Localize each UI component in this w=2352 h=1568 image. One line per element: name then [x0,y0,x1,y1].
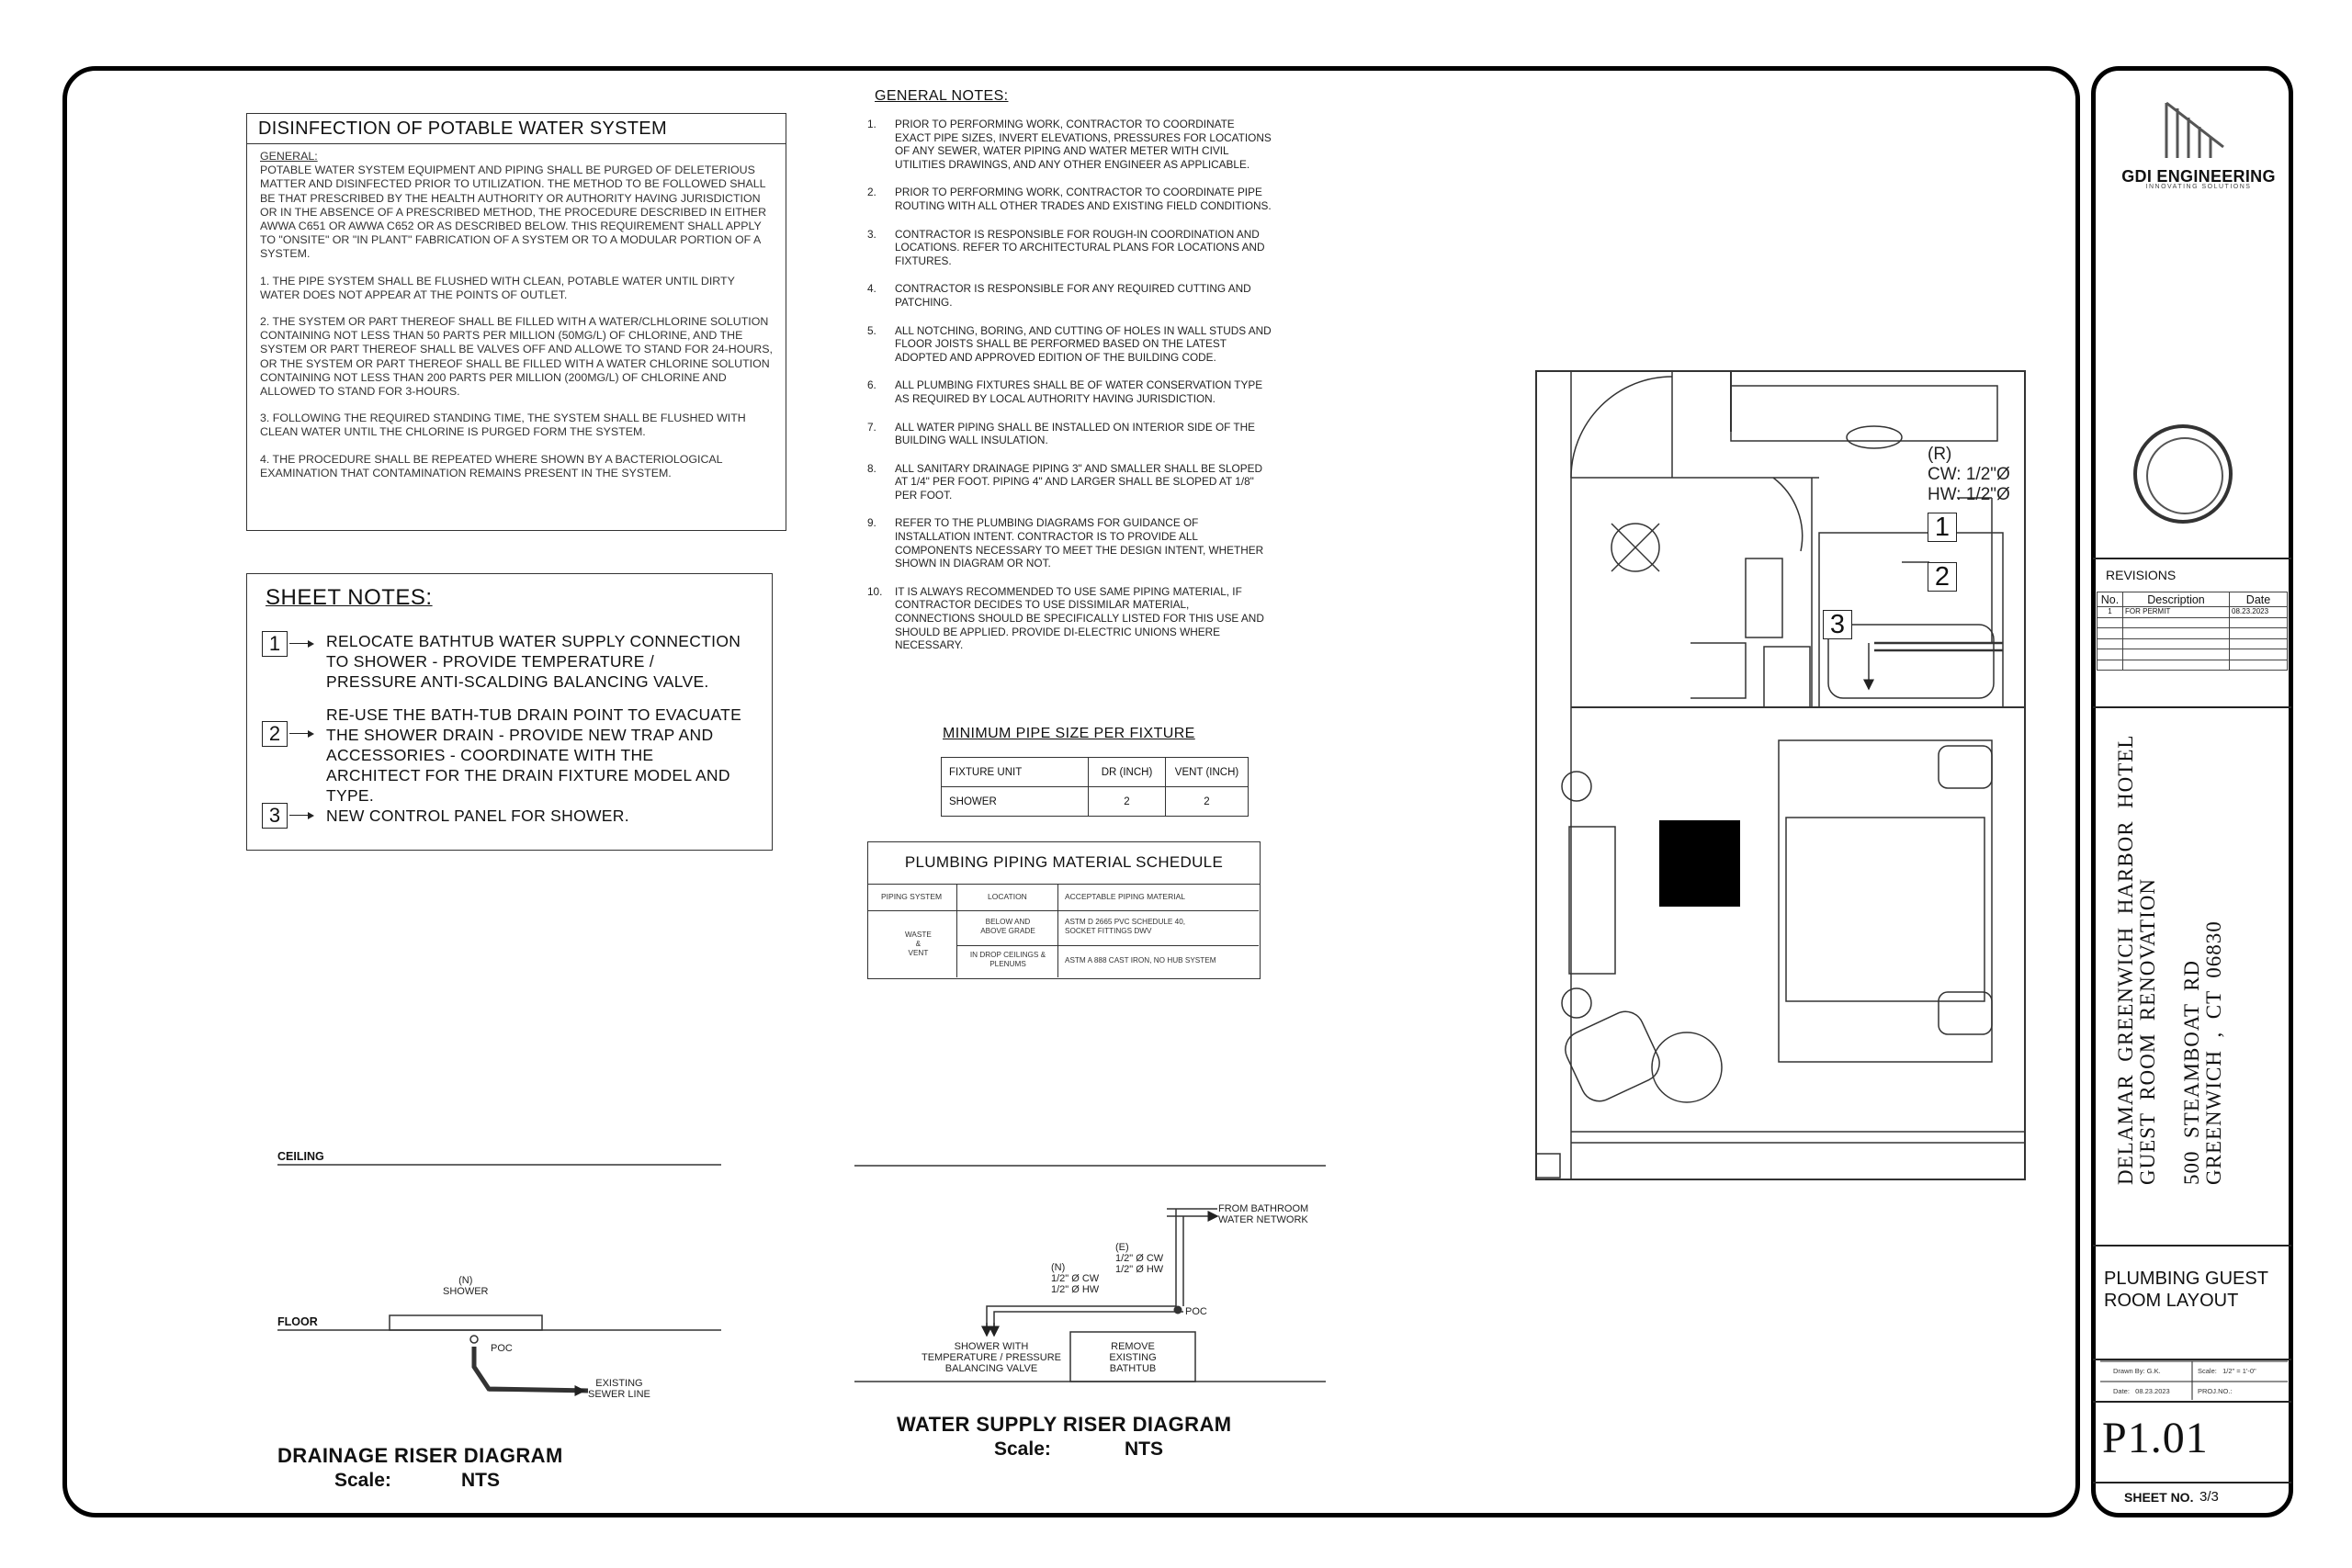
company-name: GDI ENGINEERING [2121,167,2276,186]
shower-valve-label: SHOWER WITH TEMPERATURE / PRESSURE BALANCING VALVE [922,1341,1061,1374]
vanity-counter [1731,386,1997,441]
table-cell: FOR PERMIT [2123,607,2230,618]
note-number: 7. [867,420,876,434]
horizontal-supply [987,1306,1183,1332]
table-cell: SHOWER [942,787,1089,817]
table-header-cell: VENT (INCH) [1166,758,1249,787]
table-cell: 2 [1089,787,1166,817]
disinfection-general-label: GENERAL: [260,150,318,163]
schedule-title: PLUMBING PIPING MATERIAL SCHEDULE [868,842,1260,885]
table-header-cell: Date [2230,592,2288,607]
drawn-by: Drawn By: G.K. [2113,1367,2161,1375]
piping-system-cell: WASTE & VENT [905,931,932,957]
note-text: CONTRACTOR IS RESPONSIBLE FOR ROUGH-IN COORDINATION AND LOCATIONS. REFER TO ARCHITECTURAL PLANS FOR LOCATIONS AND FIXTURES. [895,227,1265,267]
company-tagline: INNOVATING SOLUTIONS [2145,184,2252,190]
note-number: 8. [867,461,876,475]
side-table [1562,988,1591,1018]
note-text: PRIOR TO PERFORMING WORK, CONTRACTOR TO COORDINATE PIPE ROUTING WITH ALL OTHER TRADES AND EXISTING FIELD CONDITIONS. [895,186,1272,212]
plan-tag-1: 1 [1928,513,1957,542]
scale-value: Scale: 1/2" = 1'-0" [2198,1367,2256,1375]
drainage-scale-value: NTS [461,1470,500,1491]
table-header-cell: Description [2123,592,2230,607]
sheet-title: PLUMBING GUEST ROOM LAYOUT [2104,1269,2268,1311]
note-text: ALL SANITARY DRAINAGE PIPING 3" AND SMALLER SHALL BE SLOPED AT 1/4" PER FOOT. PIPING 4" AND LARGER SHALL BE SLOPED AT 1/8" PER FOOT. [895,461,1262,502]
sink-basin [1847,426,1902,448]
logo-bars [2166,103,2223,158]
professional-engineer-seal-icon [2133,424,2233,524]
min-pipe-title: MINIMUM PIPE SIZE PER FIXTURE [943,726,1195,741]
note-text: ALL PLUMBING FIXTURES SHALL BE OF WATER CONSERVATION TYPE AS REQUIRED BY LOCAL AUTHORITY HAVING JURISDICTION. [895,378,1263,405]
supply-stub [1167,1209,1187,1216]
poc-label: POC [1185,1306,1207,1317]
shower-fixture [390,1315,542,1330]
material-cell: ASTM A 888 CAST IRON, NO HUB SYSTEM [1065,956,1216,964]
project-info: DELAMAR GREENWICH HARBOR HOTEL GUEST ROOM RENOVATION 500 STEAMBOAT RD GREENWICH , CT 06830 [2114,734,2225,1185]
poc-point [1174,1306,1182,1314]
note-text: REFER TO THE PLUMBING DIAGRAMS FOR GUIDANCE OF INSTALLATION INTENT. CONTRACTOR IS TO PROVIDE ALL COMPONENTS NECESSARY TO MEET THE DESIGN INTENT, WHETHER SHOWN IN DIAGRAM OR NOT. [895,516,1264,570]
material-cell: ASTM D 2665 PVC SCHEDULE 40, SOCKET FITTINGS DWV [1065,918,1186,935]
nightstand [1939,746,1992,788]
existing-pipe-label: (E) 1/2" Ø CW 1/2" Ø HW [1115,1242,1164,1275]
table-header-row [2098,592,2288,607]
note-number: 6. [867,378,876,392]
armchair [1559,1006,1665,1108]
sheet-number: P1.01 [2102,1414,2209,1462]
date-value: Date: 08.23.2023 [2113,1387,2170,1395]
note-text: IT IS ALWAYS RECOMMENDED TO USE SAME PIPING MATERIAL, IF CONTRACTOR DECIDES TO USE DISSIMILAR MATERIAL, CONNECTIONS SHOULD BE SPECIFICALLY LISTED FOR THIS USE AND SHOULD BE APPLIED. PROVIDE DI-ELECTRIC UNIONS WHERE NECESSARY. [895,584,1264,652]
sewer-label: EXISTING SEWER LINE [588,1378,650,1400]
poc-point [470,1336,478,1343]
note-text: RELOCATE BATHTUB WATER SUPPLY CONNECTION TO SHOWER - PROVIDE TEMPERATURE / PRESSURE ANTI-SCALDING BALANCING VALVE. [326,632,741,691]
sheet-notes-title: SHEET NOTES: [266,585,433,610]
column [1536,1154,1560,1178]
location-cell: BELOW AND ABOVE GRADE [980,918,1035,935]
sheet-no-label: SHEET NO. [2124,1490,2194,1505]
floor-label: FLOOR [277,1315,318,1328]
from-network-label: FROM BATHROOM WATER NETWORK [1218,1203,1309,1225]
note-number: 5. [867,323,876,337]
table-row [2098,660,2288,671]
round-table [1652,1032,1722,1102]
drainage-scale-label: Scale: [334,1470,391,1491]
note-tag: 1 [262,631,288,657]
disinfection-paragraph: 4. THE PROCEDURE SHALL BE REPEATED WHERE SHOWN BY A BACTERIOLOGICAL EXAMINATION THAT CONTAMINATION REMAINS PRESENT IN THE SYSTEM. [260,452,723,479]
toilet-area [1690,643,1746,698]
disinfection-paragraph: 3. FOLLOWING THE REQUIRED STANDING TIME, THE SYSTEM SHALL BE FLUSHED WITH CLEAN WATER UNTIL THE CHLORINE IS PURGED FORM THE SYSTEM. [260,412,746,439]
plan-tag-3: 3 [1823,610,1852,639]
note-text: ALL NOTCHING, BORING, AND CUTTING OF HOLES IN WALL STUDS AND FLOOR JOISTS SHALL BE PERFORMED BASED ON THE LATEST ADOPTED AND APPROVED EDITION OF THE BUILDING CODE. [895,323,1272,364]
table-row [2098,607,2288,618]
disinfection-paragraph: POTABLE WATER SYSTEM EQUIPMENT AND PIPING SHALL BE PURGED OF DELETERIOUS MATTER AND DISINFECTED PRIOR TO UTILIZATION. THE METHOD TO BE FOLLOWED SHALL BE THAT PRESCRIBED BY THE HEALTH AUTHORITY OR AUTHORITY HAVING JURISDICTION OR IN THE ABSENCE OF A PRESCRIBED METHOD, THE PROCEDURE DESCRIBED IN EITHER AWWA C651 OR AWWA C652 OR AS DESCRIBED BELOW. THIS REQUIREMENT SHALL APPLY TO "ONSITE" OR "IN PLANT" FABRICATION OF A SYSTEM OR TO A MODULAR PORTION OF A SYSTEM. [260,164,767,261]
table-row [2098,617,2288,628]
note-text: ALL WATER PIPING SHALL BE INSTALLED ON INTERIOR SIDE OF THE BUILDING WALL INSULATION. [895,420,1256,447]
remove-bathtub-label: REMOVE EXISTING BATHTUB [1109,1341,1157,1374]
disinfection-paragraph: 1. THE PIPE SYSTEM SHALL BE FLUSHED WITH CLEAN, POTABLE WATER UNTIL DIRTY WATER DOES NOT APPEAR AT THE POINTS OF OUTLET. [260,274,735,301]
table-cell: 2 [1166,787,1249,817]
note-number: 2. [867,186,876,199]
new-pipe-label: (N) 1/2" Ø CW 1/2" Ø HW [1051,1262,1100,1295]
sheet-no-value: 3/3 [2199,1489,2219,1505]
drainage-riser-diagram [277,1165,721,1391]
table-row [2098,628,2288,639]
note-text: CONTRACTOR IS RESPONSIBLE FOR ANY REQUIRED CUTTING AND PATCHING. [895,282,1251,309]
bath-door-swing [1773,478,1803,551]
ceiling-label: CEILING [277,1150,324,1163]
table-row [2098,649,2288,660]
water-scale-label: Scale: [994,1438,1051,1460]
note-number: 1. [867,118,876,130]
col-header-material: ACCEPTABLE PIPING MATERIAL [1065,892,1185,901]
pipe-size-callout: (R) CW: 1/2"Ø HW: 1/2"Ø [1928,445,2010,504]
side-table [1562,772,1591,801]
closet [1746,558,1782,637]
shower-tray [1828,625,1994,698]
col-header-piping: PIPING SYSTEM [881,892,943,901]
water-riser-title: WATER SUPPLY RISER DIAGRAM [897,1413,1232,1436]
water-scale-value: NTS [1125,1438,1163,1460]
note-number: 3. [867,227,876,241]
note-number: 4. [867,282,876,296]
toilet [1764,647,1810,707]
location-cell: IN DROP CEILINGS & PLENUMS [969,951,1046,968]
plan-tag-2: 2 [1928,562,1957,592]
poc-label: POC [491,1343,513,1354]
tv-block [1659,820,1740,907]
bed-mattress [1786,818,1984,1001]
table-cell: 1 [2098,607,2123,618]
gdi-logo-icon [2166,103,2223,158]
table-header-cell: DR (INCH) [1089,758,1166,787]
note-text: RE-USE THE BATH-TUB DRAIN POINT TO EVACUATE THE SHOWER DRAIN - PROVIDE NEW TRAP AND ACCESSORIES - COORDINATE WITH THE ARCHITECT FOR THE DRAIN FIXTURE MODEL AND TYPE. [326,705,742,805]
from-network-arrow [1187,1209,1217,1216]
note-number: 9. [867,516,876,530]
revisions-title: REVISIONS [2106,568,2177,582]
note-text: PRIOR TO PERFORMING WORK, CONTRACTOR TO COORDINATE EXACT PIPE SIZES, INVERT ELEVATIONS, PRESSURES FOR LOCATIONS OF ANY SEWER, WATER PIPING AND WATER METER WITH CIVIL UTILITIES DRAWINGS, AND ANY OTHER ENGINEER AS APPLICABLE. [895,118,1272,171]
note-text: NEW CONTROL PANEL FOR SHOWER. [326,807,629,825]
door-swing [1571,377,1672,478]
table-row [2098,638,2288,649]
note-number: 10. [867,584,883,598]
disinfection-paragraph: 2. THE SYSTEM OR PART THEREOF SHALL BE FILLED WITH A WATER/CLHLORINE SOLUTION CONTAINING NOT LESS THAN 50 PARTS PER MILLION (50MG/L) OF CHLORINE, AND THE SYSTEM OR PART THEREOF SHALL BE VALVES OFF AND ALLOWE TO STAND FOR 24-HOURS, OR THE SYSTEM OR PART THEREOF SHALL BE FILLED WITH A WATER CHLORINE SOLUTION CONTAINING NOT LESS THAN 200 PARTS PER MILLION (200MG/L) OF CHLORINE AND ALLOWED TO STAND FOR 3-HOURS. [260,315,773,399]
sofa [1569,827,1615,974]
shower-label: (N) SHOWER [443,1275,489,1297]
note-tag: 2 [262,721,288,747]
general-notes-title: GENERAL NOTES: [875,88,1009,104]
disinfection-title: DISINFECTION OF POTABLE WATER SYSTEM [247,114,786,144]
table-header-cell: No. [2098,592,2123,607]
col-header-location: LOCATION [988,892,1027,901]
note-tag: 3 [262,803,288,829]
drainage-riser-title: DRAINAGE RISER DIAGRAM [277,1444,563,1467]
table-header-cell: FIXTURE UNIT [942,758,1089,787]
vertical-supply [1176,1209,1183,1306]
table-cell: 08.23.2023 [2230,607,2288,618]
revisions-table [2097,592,2288,671]
project-number: PROJ.NO.: [2198,1387,2233,1395]
